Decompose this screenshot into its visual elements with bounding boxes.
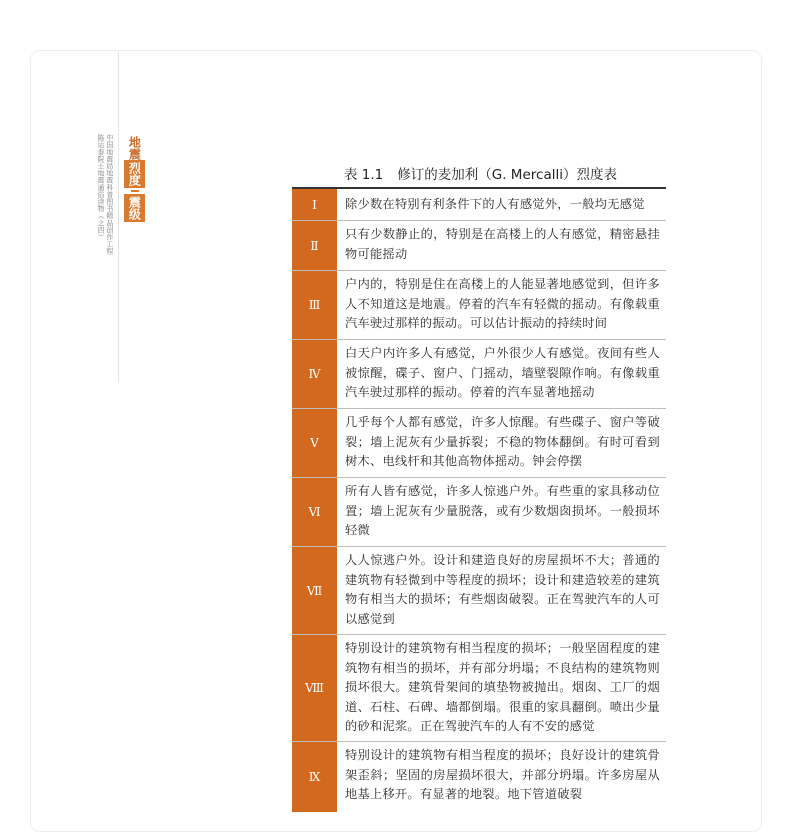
intensity-level-cell: Ⅵ (292, 478, 338, 546)
intensity-table (292, 187, 666, 812)
table-row (292, 189, 666, 221)
series-project-line: 中国地震局地震科普图书精品创作工程 (104, 134, 113, 255)
intensity-level-cell: Ⅲ (292, 271, 338, 339)
book-title (116, 134, 154, 255)
table-row (292, 409, 666, 478)
intensity-level-cell: Ⅰ (292, 189, 338, 220)
table-caption-number: 表 1.1 (344, 167, 384, 183)
intensity-level-cell: Ⅸ (292, 742, 338, 812)
intensity-description-cell: 只有少数静止的，特别是在高楼上的人有感觉，精密悬挂物可能摇动 (345, 227, 660, 261)
intensity-description-cell: 特别设计的建筑物有相当程度的损坏；一般坚固程度的建筑物有相当的损坏，并有部分坍塌；不良结构的建筑物则损坏很大。建筑骨架间的填垫物被抛出。烟囱、工厂的烟道、石柱、石碑、墙都倒塌。很重的家具翻倒。喷出少量的砂和泥浆。正在驾驶汽车的人有不安的感觉 (345, 641, 660, 734)
book-title-part1: 地震 (127, 136, 142, 160)
book-title-part2: 烈度 (124, 160, 145, 188)
table-caption (344, 163, 617, 183)
intensity-description-cell: 户内的，特别是住在高楼上的人能显著地感觉到，但许多人不知道这是地震。停着的汽车有轻微的摇动。有像载重汽车驶过那样的振动。可以估计振动的持续时间 (345, 277, 660, 331)
table-row (292, 478, 666, 547)
intensity-description-cell: 白天户内许多人有感觉，户外很少人有感觉。夜间有些人被惊醒，碟子、窗户、门摇动，墙壁裂隙作响。有像载重汽车驶过那样的振动。停着的汽车显著地摇动 (345, 346, 660, 400)
series-author-line: 陈运泰院士地震通俗读物（之四） (95, 134, 104, 241)
intensity-level-cell: Ⅷ (292, 635, 338, 741)
intensity-level-cell: Ⅳ (292, 340, 338, 408)
intensity-description-cell: 人人惊逃户外。设计和建造良好的房屋损坏不大；普通的建筑物有轻微到中等程度的损坏；设计和建造较差的建筑物有相当大的损坏；有些烟囱破裂。正在驾驶汽车的人可以感觉到 (345, 553, 660, 626)
intensity-description-cell: 所有人皆有感觉，许多人惊逃户外。有些重的家具移动位置；墙上泥灰有少量脱落，或有少数烟囱损坏。一般损坏轻微 (345, 484, 660, 538)
book-title-part3: 震级 (124, 194, 145, 222)
table-row (292, 742, 666, 812)
intensity-level-cell: Ⅴ (292, 409, 338, 477)
intensity-level-cell: Ⅶ (292, 547, 338, 634)
table-row (292, 221, 666, 271)
table-row (292, 271, 666, 340)
table-row (292, 340, 666, 409)
table-row (292, 635, 666, 742)
intensity-description-cell: 几乎每个人都有感觉，许多人惊醒。有些碟子、窗户等破裂；墙上泥灰有少量拆裂；不稳的物体翻倒。有时可看到树木、电线杆和其他高物体摇动。钟会停摆 (345, 415, 660, 469)
intensity-description-cell: 除少数在特别有利条件下的人有感觉外，一般均无感觉 (345, 197, 645, 211)
table-row (292, 547, 666, 635)
table-caption-title: 修订的麦加利（G. Mercalli）烈度表 (397, 167, 617, 183)
intensity-description-cell: 特别设计的建筑物有相当程度的损坏；良好设计的建筑骨架歪斜；坚固的房屋损坏很大，并部分坍塌。许多房屋从地基上移开。有显著的地裂。地下管道破裂 (345, 748, 660, 802)
intensity-level-cell: Ⅱ (292, 221, 338, 270)
